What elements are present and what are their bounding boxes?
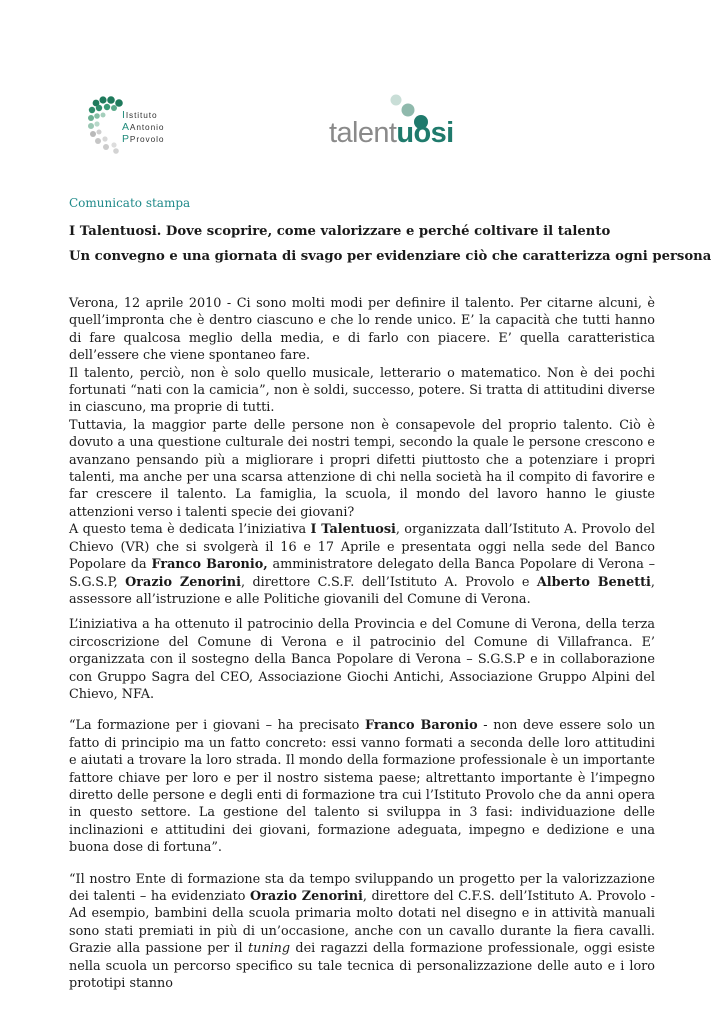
talentuosi-wordmark: talentuosi — [329, 117, 454, 149]
istituto-provolo-logo — [88, 94, 208, 158]
dots-spiral-icon — [88, 94, 124, 158]
logo-line-1: IIstituto — [122, 109, 158, 121]
paragraph: “La formazione per i giovani – ha precisato Franco Baronio - non deve essere solo un fatto di principio ma un fatto concreto: essi vanno formati a seconda delle loro attitudini e aiutati a trovare la loro strada. Il mondo della formazione professionale è un importante fattore chiave per loro e per il nostro sistema paese; altrettanto importante è l’impegno diretto delle persone e degli enti di formazione tra cui l’Istituto Provolo che da anni opera in questo settore. La gestione del talento si sviluppa in 3 fasi: individuazione delle inclinazioni e attitudini dei giovani, formazione adeguata, impegno e dedizione e una buona dose di fortuna”. — [69, 718, 655, 856]
logo-line-2: AAntonio — [122, 121, 165, 133]
paragraph: L’iniziativa a ha ottenuto il patrocinio della Provincia e del Comune di Verona, della terza circoscrizione del Comune di Verona e il patrocinio del Comune di Villafranca. E’ organizzata con il sostegno della Banca Popolare di Verona – S.G.S.P e in collaborazione con Gruppo Sagra del CEO, Associazione Giochi Antichi, Associazione Gruppo Alpini del Chievo, NFA. — [69, 617, 655, 702]
paragraph: Verona, 12 aprile 2010 - Ci sono molti modi per definire il talento. Per citarne alcuni, è quell’impronta che è dentro ciascuno e che lo rende unico. E’ la capacità che tutti hanno di fare qualcosa meglio della media, e di farlo con piacere. E’ quella caratteristica dell’essere che viene spontaneo fare. — [69, 296, 655, 364]
article-body — [69, 295, 655, 992]
press-release-label: Comunicato stampa — [69, 196, 191, 210]
headline: I Talentuosi. Dove scoprire, come valorizzare e perché coltivare il talento — [69, 224, 611, 239]
paragraph: Tuttavia, la maggior parte delle persone non è consapevole del proprio talento. Ciò è dovuto a una questione culturale dei nostri tempi, secondo la quale le persone crescono e avanzano pensando più a migliorare i propri difetti piuttosto che a potenziare i propri talenti, ma anche per una scarsa attenzione di chi nella società ha il compito di favorire e far crescere il talento. La famiglia, la scuola, il mondo del lavoro hanno le giuste attenzioni verso i talenti specie dei giovani? — [69, 417, 655, 520]
paragraph: A questo tema è dedicata l’iniziativa I Talentuosi, organizzata dall’Istituto A. Provolo del Chievo (VR) che si svolgerà il 16 e 17 Aprile e presentata oggi nella sede del Banco Popolare da Franco Baronio, amministratore delegato della Banca Popolare di Verona –S.G.S.P, Orazio Zenorini, direttore C.S.F. dell’Istituto A. Provolo e Alberto Benetti, assessore all’istruzione e alle Politiche giovanili del Comune di Verona. — [69, 522, 656, 607]
paragraph: Il talento, perciò, non è solo quello musicale, letterario o matematico. Non è dei pochi fortunati “nati con la camicia”, non è soldi, successo, potere. Si tratta di attitudini diverse in ciascuno, ma proprie di tutti. — [69, 365, 655, 416]
paragraph: “Il nostro Ente di formazione sta da tempo sviluppando un progetto per la valorizzazione dei talenti – ha evidenziato Orazio Zenorini, direttore del C.F.S. dell’Istituto A. Provolo - Ad esempio, bambini della scuola primaria molto dotati nel disegno e in attività manuali sono stati premiati in più di un’occasione, anche con un cavallo durante la fiera cavalli. Grazie alla passione per il tuning dei ragazzi della formazione professionale, oggi esiste nella scuola un percorso specifico su tale tecnica di personalizzazione delle auto e i loro prototipi stanno — [69, 871, 656, 992]
logo-line-3: PProvolo — [122, 133, 165, 145]
subheadline: Un convegno e una giornata di svago per evidenziare ciò che caratterizza ogni persona — [69, 249, 712, 264]
talentuosi-logo — [326, 92, 466, 156]
